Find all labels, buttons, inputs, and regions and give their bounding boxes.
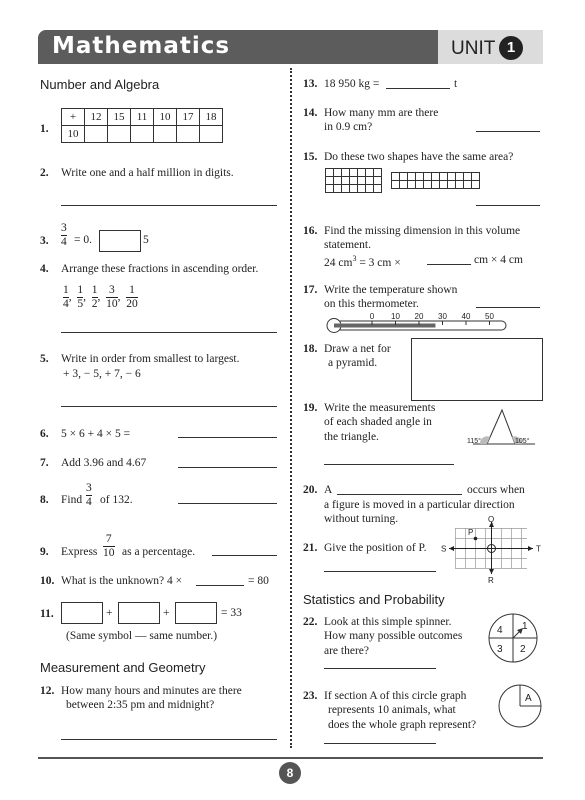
q6-text: 5 × 6 + 4 × 5 = — [61, 428, 131, 440]
q17-answer-line[interactable] — [476, 307, 540, 308]
page-title: Mathematics — [52, 33, 231, 59]
thermometer-tick-label: 50 — [485, 312, 494, 321]
shape-b-grid — [392, 173, 480, 189]
q13-pre: 18 950 kg = — [324, 78, 380, 90]
table-cell: 10 — [62, 126, 85, 143]
q5-text: Write in order from smallest to largest. — [61, 353, 240, 365]
q18-line1: Draw a net for — [324, 343, 391, 355]
q4-answer-line[interactable] — [61, 332, 277, 333]
spinner — [487, 612, 539, 664]
thermometer-tick-label: 0 — [369, 312, 375, 321]
answer-cell[interactable] — [177, 126, 200, 143]
q5-values: + 3, − 5, + 7, − 6 — [63, 368, 141, 380]
section-heading-number-algebra: Number and Algebra — [40, 77, 160, 92]
q10-number: 10. — [40, 575, 55, 587]
q8-number: 8. — [40, 494, 49, 506]
unit-number: 1 — [499, 36, 523, 60]
label-t: T — [536, 544, 541, 554]
q20-answer-line[interactable] — [337, 494, 462, 495]
table-cell: 18 — [200, 109, 223, 126]
q17-line1: Write the temperature shown — [324, 284, 458, 296]
answer-cell[interactable] — [108, 126, 131, 143]
table-cell: 17 — [177, 109, 200, 126]
q22-line3: are there? — [324, 645, 370, 657]
q10-pre: What is the unknown? 4 × — [61, 575, 183, 587]
q16-line1: Find the missing dimension in this volume — [324, 225, 521, 237]
thermometer-mercury — [334, 324, 435, 328]
q21-answer-line[interactable] — [324, 571, 436, 572]
q11-box-2[interactable] — [118, 602, 160, 624]
q1-number: 1. — [40, 123, 49, 135]
section-a-label: A — [525, 693, 532, 704]
label-r: R — [488, 576, 494, 584]
q13-number: 13. — [303, 78, 318, 90]
fraction: $\frac{1}{2}$ — [91, 284, 98, 310]
thermometer — [324, 311, 510, 335]
q19-number: 19. — [303, 402, 318, 414]
q8-answer-line[interactable] — [178, 503, 277, 504]
q5-answer-line[interactable] — [61, 406, 277, 407]
q11-box-3[interactable] — [175, 602, 217, 624]
q2-number: 2. — [40, 167, 49, 179]
q3-equals: = 0. — [74, 234, 92, 246]
fraction: $\frac{1}{5}$ — [77, 284, 84, 310]
q10-answer-line[interactable] — [196, 585, 244, 586]
coordinate-grid — [441, 514, 545, 584]
q18-drawing-box[interactable] — [411, 338, 543, 401]
q16-answer-line[interactable] — [427, 264, 471, 265]
q20-post: occurs when — [467, 484, 525, 496]
q17-line2: on this thermometer. — [324, 298, 419, 310]
q5-number: 5. — [40, 353, 49, 365]
q4-fractions: $\frac{1}{4}$ , $\frac{1}{5}$ , $\frac{1}{2}$ , $\frac{3}{10}$ , $\frac{1}{20}$ — [63, 284, 138, 310]
q22-line1: Look at this simple spinner. — [324, 616, 452, 628]
q23-line3: does the whole graph represent? — [328, 719, 477, 731]
q11-number: 11. — [40, 608, 54, 620]
q23-answer-line[interactable] — [324, 743, 436, 744]
q19-line3: the triangle. — [324, 431, 379, 443]
q16-post: cm × 4 cm — [474, 254, 523, 266]
q3-tail: 5 — [143, 234, 149, 246]
area-shapes-figure — [325, 168, 535, 194]
answer-cell[interactable] — [200, 126, 223, 143]
q15-answer-line[interactable] — [476, 205, 540, 206]
q22-line2: How many possible outcomes — [324, 630, 463, 642]
q21-number: 21. — [303, 542, 318, 554]
q19-line2: of each shaded angle in — [324, 416, 432, 428]
q7-number: 7. — [40, 457, 49, 469]
label-p: P — [468, 528, 474, 537]
arrow-east-icon — [528, 546, 533, 551]
q21-text: Give the position of P. — [324, 542, 427, 554]
addition-table — [61, 108, 223, 143]
q7-answer-line[interactable] — [178, 467, 277, 468]
triangle-figure — [465, 406, 541, 448]
q2-answer-line[interactable] — [61, 205, 277, 206]
q12-number: 12. — [40, 685, 55, 697]
q8-post: of 132. — [100, 494, 133, 506]
table-cell: 15 — [108, 109, 131, 126]
q23-line2: represents 10 animals, what — [328, 704, 456, 716]
q22-answer-line[interactable] — [324, 668, 436, 669]
q20-line2: a figure is moved in a particular direction — [324, 499, 515, 511]
sector-label: 3 — [497, 644, 503, 655]
answer-cell[interactable] — [154, 126, 177, 143]
q18-line2: a pyramid. — [328, 357, 378, 369]
thermometer-tick-label: 10 — [391, 312, 400, 321]
q16-line2: statement. — [324, 239, 371, 251]
q16-number: 16. — [303, 225, 318, 237]
q3-fraction: $\frac{3}{4}$ — [61, 222, 67, 248]
unit-label: UNIT — [451, 38, 496, 59]
table-cell: + — [62, 109, 85, 126]
arrow-south-icon — [489, 569, 494, 574]
label-q: Q — [488, 515, 495, 524]
sector-label: 4 — [497, 625, 503, 636]
q10-post: = 80 — [248, 575, 269, 587]
table-cell: 11 — [131, 109, 154, 126]
q20-number: 20. — [303, 484, 318, 496]
q9-fraction: $\frac{7}{10}$ — [103, 533, 115, 559]
q6-number: 6. — [40, 428, 49, 440]
q20-line3: without turning. — [324, 513, 399, 525]
answer-cell[interactable] — [131, 126, 154, 143]
q11-plus: + — [106, 607, 113, 619]
fraction: $\frac{1}{4}$ — [63, 284, 69, 310]
q16-equation: 24 $cm^3 = 3$ cm × — [324, 254, 401, 269]
thermometer-tick-label: 40 — [461, 312, 471, 321]
label-s: S — [441, 544, 447, 554]
fraction: $\frac{3}{10}$ — [106, 284, 118, 310]
q9-pre: Express — [61, 546, 98, 558]
triangle — [487, 410, 515, 444]
q15-text: Do these two shapes have the same area? — [324, 151, 514, 163]
column-divider — [290, 68, 292, 748]
point-p — [474, 537, 478, 541]
answer-cell[interactable] — [85, 126, 108, 143]
section-heading-measurement-geometry: Measurement and Geometry — [40, 660, 206, 675]
q11-plus: + — [163, 607, 170, 619]
thermometer-tick-label: 30 — [438, 312, 447, 321]
q7-text: Add 3.96 and 4.67 — [61, 457, 147, 469]
q18-number: 18. — [303, 343, 318, 355]
table-cell: 10 — [154, 109, 177, 126]
q2-text: Write one and a half million in digits. — [61, 167, 234, 179]
q11-box-1[interactable] — [61, 602, 103, 624]
q23-line1: If section A of this circle graph — [324, 690, 467, 702]
sector-label: 2 — [520, 644, 526, 655]
q19-line1: Write the measurements — [324, 402, 436, 414]
shape-a-grid — [326, 169, 382, 193]
q3-number: 3. — [40, 235, 49, 247]
q9-answer-line[interactable] — [212, 555, 277, 556]
q11-equals: = 33 — [221, 607, 242, 619]
arrow-west-icon — [449, 546, 454, 551]
circle-graph — [497, 683, 543, 729]
q12-answer-line[interactable] — [61, 739, 277, 740]
q8-fraction: $\frac{3}{4}$ — [86, 482, 92, 508]
q9-post: as a percentage. — [122, 546, 196, 558]
table-cell: 12 — [85, 109, 108, 126]
q13-answer-line[interactable] — [386, 88, 450, 89]
q14-answer-line[interactable] — [476, 131, 540, 132]
angle-label-right: 105° — [515, 438, 530, 445]
fraction: $\frac{1}{20}$ — [126, 284, 138, 310]
q4-text: Arrange these fractions in ascending order. — [61, 263, 259, 275]
q3-answer-box[interactable] — [99, 230, 141, 252]
q14-line1: How many mm are there — [324, 107, 439, 119]
section-heading-statistics-probability: Statistics and Probability — [303, 592, 445, 607]
shaded-angle-left — [480, 436, 490, 444]
q14-number: 14. — [303, 107, 318, 119]
q12-line2: between 2:35 pm and midnight? — [66, 699, 215, 711]
q19-answer-line[interactable] — [324, 464, 454, 465]
footer-rule — [38, 757, 543, 759]
q17-number: 17. — [303, 284, 318, 296]
q12-line1: How many hours and minutes are there — [61, 685, 242, 697]
q11-note: (Same symbol — same number.) — [66, 630, 218, 642]
q20-pre: A — [324, 484, 333, 496]
thermometer-tick-label: 20 — [414, 312, 424, 321]
q13-post: t — [454, 78, 458, 90]
sector-label: 1 — [522, 621, 528, 632]
q6-answer-line[interactable] — [178, 437, 277, 438]
q4-number: 4. — [40, 263, 49, 275]
page-number: 8 — [279, 762, 301, 784]
q15-number: 15. — [303, 151, 318, 163]
q8-pre: Find — [61, 494, 83, 506]
q22-number: 22. — [303, 616, 318, 628]
q14-line2: in 0.9 cm? — [324, 121, 373, 133]
angle-label-left: 115° — [467, 438, 481, 445]
q9-number: 9. — [40, 546, 49, 558]
q23-number: 23. — [303, 690, 318, 702]
